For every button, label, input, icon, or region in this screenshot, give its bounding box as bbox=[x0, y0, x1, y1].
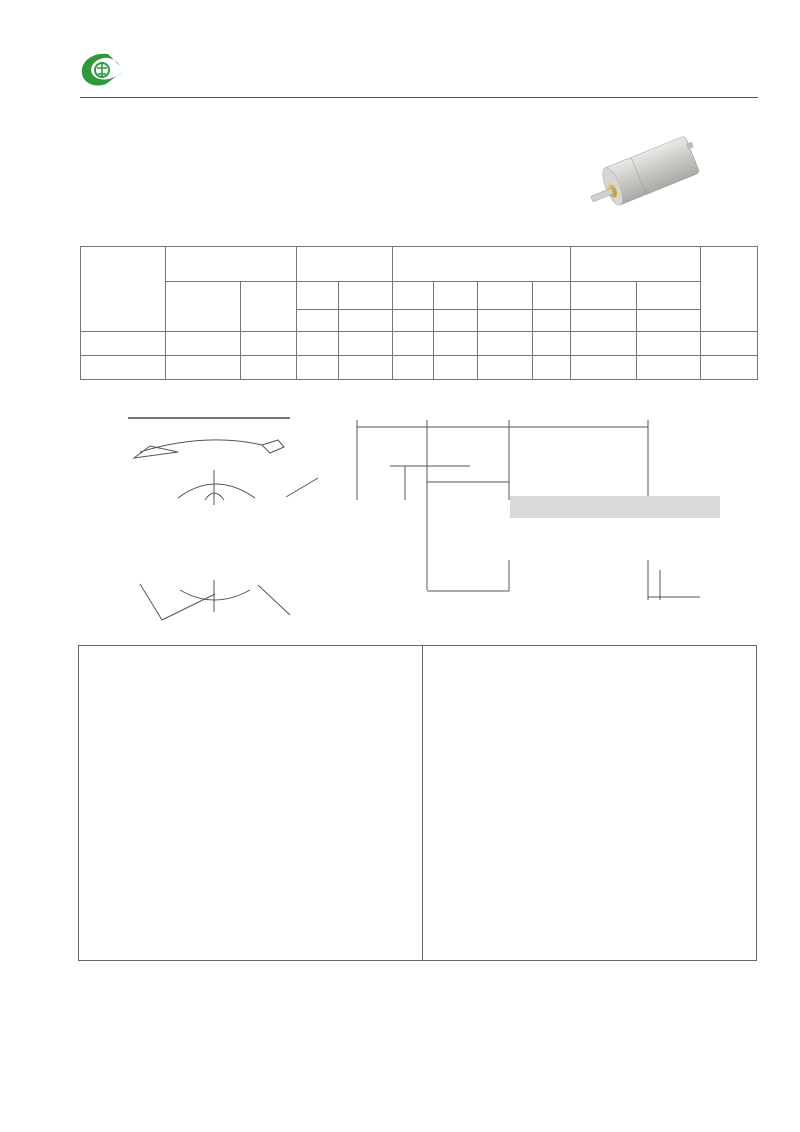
hk-contact bbox=[569, 975, 580, 1080]
performance-charts bbox=[79, 646, 756, 960]
mainland-contact bbox=[82, 975, 93, 1095]
